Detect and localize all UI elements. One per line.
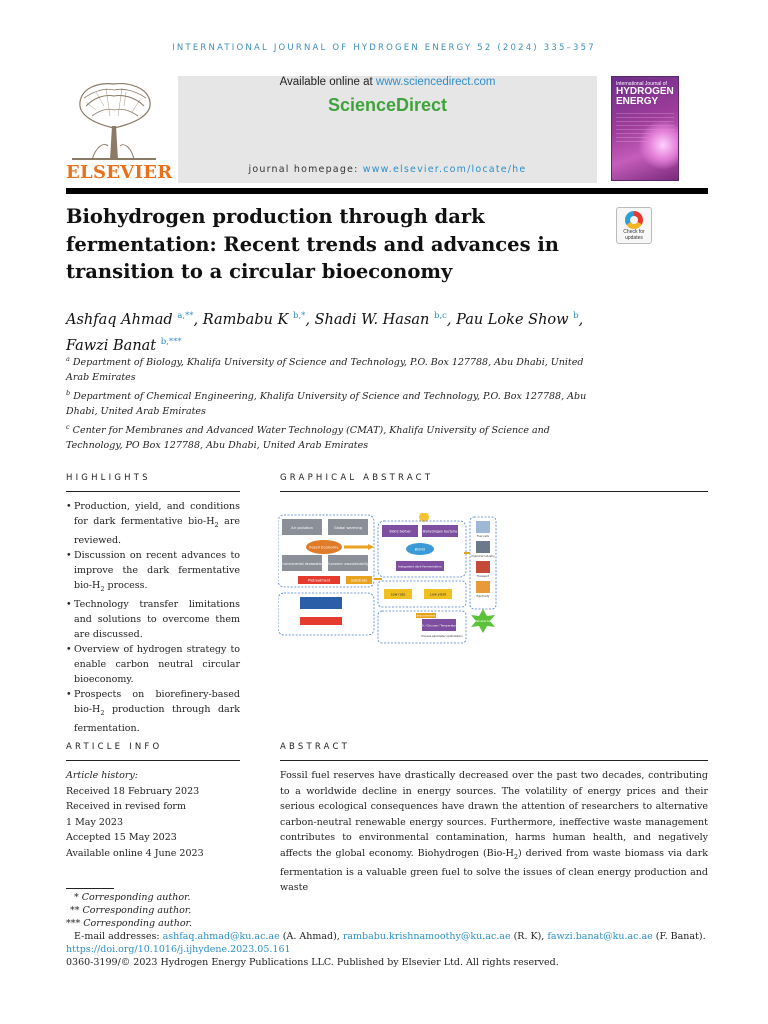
- footnotes: [66, 891, 716, 969]
- ga-label: Pretreatment: [307, 578, 331, 583]
- graphical-abstract-heading: GRAPHICAL ABSTRACT: [280, 473, 434, 483]
- author-affiliation-marker[interactable]: b: [573, 311, 579, 321]
- journal-homepage-link[interactable]: www.elsevier.com/locate/he: [362, 164, 527, 175]
- affiliation-text: Department of Chemical Engineering, Khalifa University of Science and Technology, P.O. Box 127788, Abu Dhabi, United Arab Emirates: [66, 391, 587, 417]
- author-list: Ashfaq Ahmad $^{a,**}$, Rambabu K $^{b,*}$, Shadi W. Hasan $^{b,c}$, Pau Loke Show $^b$, Fawzi Banat $^{b,***}$: [66, 311, 584, 354]
- highlight-item: [66, 642, 240, 687]
- sciencedirect-banner: [178, 76, 597, 183]
- highlight-text: production through dark fermentation.: [74, 703, 240, 734]
- highlight-text: Prospects on biorefinery-based bio-H: [74, 688, 240, 715]
- crossmark-label-2: updates: [625, 234, 643, 241]
- ga-label: pH / Glucose / Temperature: [419, 623, 459, 628]
- check-for-updates-button[interactable]: [616, 207, 652, 244]
- ga-label: BioH2: [414, 547, 426, 552]
- affiliation-item: [66, 386, 606, 419]
- copyright-line: 0360-3199/© 2023 Hydrogen Energy Publications LLC. Published by Elsevier Ltd. All rights reserved.: [66, 957, 559, 968]
- elsevier-wordmark: ELSEVIER: [66, 162, 173, 183]
- footnote-corresponding: *** Corresponding author.: [66, 918, 193, 929]
- history-line: Accepted 15 May 2023: [66, 832, 177, 843]
- author-name[interactable]: Fawzi Banat: [66, 338, 157, 354]
- ga-label: Substrate: [350, 578, 368, 583]
- abstract-part: Fossil fuel reserves have drastically decreased over the past two decades, contributing to a worldwide decline in energy sources. The volatility of energy prices and their serious ecological consequences have drawn the attention of researchers to alternative carbon-neutral renewable energy sources. Furthermore, ineffective waste management contributes to environmental contamination, harms human health, and negatively affects the global economy. Biohydrogen (Bio-H: [280, 770, 708, 859]
- journal-cover-image[interactable]: [611, 76, 679, 181]
- ga-label: Fuel cells: [477, 535, 489, 538]
- highlight-item: [66, 597, 240, 642]
- email-owner: (F. Banat).: [652, 931, 706, 942]
- cover-subtitle: International Journal of: [616, 81, 667, 87]
- abstract-part: ) derived from waste biomass via dark fermentation is a valuable green fuel to solve the issues of clean energy production and waste: [280, 847, 708, 894]
- article-info-heading: ARTICLE INFO: [66, 742, 163, 752]
- affiliation-marker: c: [66, 423, 70, 431]
- ga-label: Air pollution: [291, 526, 313, 530]
- journal-homepage-label: journal homepage:: [248, 164, 363, 175]
- doi-link[interactable]: https://doi.org/10.1016/j.ijhydene.2023.05.161: [66, 944, 291, 955]
- cover-title-line2: ENERGY: [616, 96, 659, 107]
- abstract-rule: [280, 760, 708, 761]
- author-affiliation-marker[interactable]: a,**: [177, 311, 194, 321]
- abstract-heading: ABSTRACT: [280, 742, 351, 752]
- ga-label: Transport: [476, 575, 490, 578]
- masthead: [66, 76, 706, 183]
- cover-glow: [638, 120, 679, 170]
- highlight-text: are reviewed.: [74, 516, 240, 546]
- highlight-text: Overview of hydrogen strategy to enable carbon neutral circular bioeconomy.: [74, 643, 240, 685]
- author-affiliation-marker[interactable]: b,***: [160, 337, 182, 347]
- highlight-text: Production, yield, and conditions for dark fermentative bio-H: [74, 501, 240, 527]
- history-line: Received in revised form: [66, 801, 186, 812]
- highlights-heading: HIGHLIGHTS: [66, 473, 151, 483]
- journal-citation-line: INTERNATIONAL JOURNAL OF HYDROGEN ENERGY 52 (2024) 335–357: [172, 43, 596, 53]
- affiliation-text: Center for Membranes and Advanced Water Technology (CMAT), Khalifa University of Science and Technology, PO Box 127788, Abu Dhabi, United Arab Emirates: [66, 425, 550, 451]
- email-owner: (R. K),: [510, 931, 548, 942]
- highlight-text: Discussion on recent advances to improve the dark fermentative bio-H: [74, 549, 240, 591]
- journal-homepage-text: [178, 164, 597, 175]
- email-link[interactable]: fawzi.banat@ku.ac.ae: [547, 931, 653, 942]
- abstract-text: [280, 768, 708, 896]
- crossmark-label-1: Check for: [623, 229, 645, 235]
- ga-label: Low yield: [430, 592, 446, 597]
- affiliation-text: Department of Biology, Khalifa University of Science and Technology, P.O. Box 127788, Abu Dhabi, United Arab Emirates: [66, 357, 584, 383]
- sciencedirect-link[interactable]: www.sciencedirect.com: [375, 76, 496, 88]
- footnote-rule: [66, 888, 114, 889]
- footnote-emails: [66, 930, 716, 943]
- email-link[interactable]: rambabu.krishnamoothy@ku.ac.ae: [342, 931, 511, 942]
- author-name[interactable]: Shadi W. Hasan: [314, 312, 430, 328]
- highlights-rule: [66, 491, 240, 492]
- article-history: [66, 768, 266, 861]
- affiliation-marker: b: [66, 389, 71, 397]
- highlight-text: process.: [104, 579, 148, 591]
- cover-title-line1: HYDROGEN: [616, 86, 674, 97]
- subscript: 2: [100, 708, 105, 717]
- subscript: 2: [214, 520, 219, 529]
- highlight-item: [66, 687, 240, 736]
- subscript: 2: [100, 584, 105, 593]
- history-line: 1 May 2023: [66, 816, 124, 828]
- history-line: Received 18 February 2023: [66, 785, 200, 797]
- available-online-label: Available online at: [279, 76, 376, 88]
- article-title: Biohydrogen production through dark fermentation: Recent trends and advances in transition to a circular bioeconomy: [66, 205, 559, 283]
- highlight-item: [66, 548, 240, 597]
- affiliation-marker: a: [66, 355, 70, 363]
- available-online-text: [178, 76, 597, 88]
- ga-label: Global warming: [333, 526, 363, 530]
- affiliations: [66, 352, 606, 454]
- highlight-text: Technology transfer limitations and solutions to overcome them are discussed.: [74, 598, 240, 640]
- author-name[interactable]: Ashfaq Ahmad: [66, 312, 173, 328]
- subscript: 2: [513, 852, 519, 861]
- highlight-item: [66, 499, 240, 548]
- email-owner: (A. Ahmad),: [279, 931, 343, 942]
- ga-label: Fossil Economy: [309, 544, 339, 550]
- ga-label: Environmental devastation: [280, 562, 324, 566]
- ga-label: Integrated dark fermentation: [398, 564, 442, 569]
- masthead-divider: [66, 188, 708, 194]
- email-label: E-mail addresses:: [74, 931, 163, 942]
- ga-label: Chemical industry: [471, 555, 495, 558]
- ga-label: Bioh2 biofuel: [389, 529, 411, 534]
- footnote-corresponding: * Corresponding author.: [74, 892, 191, 903]
- ga-label: Improvement: [416, 613, 436, 618]
- ga-label: Process parameter optimization: [421, 635, 463, 638]
- author-affiliation-marker[interactable]: b,*: [293, 311, 306, 321]
- elsevier-logo[interactable]: [66, 76, 173, 183]
- ga-label: Economic unsustainability: [327, 562, 369, 566]
- article-info-rule: [66, 760, 240, 761]
- ga-label: Low rate: [390, 592, 406, 597]
- author-affiliation-marker[interactable]: b,c: [433, 311, 447, 321]
- author-name[interactable]: Rambabu K: [202, 312, 289, 328]
- elsevier-tree-icon: [66, 76, 162, 162]
- highlights-list: [66, 499, 240, 736]
- graphical-abstract-figure[interactable]: [278, 513, 508, 645]
- history-line: Available online 4 June 2023: [66, 847, 204, 859]
- author-name[interactable]: Pau Loke Show: [456, 312, 569, 328]
- footnote-corresponding: ** Corresponding author.: [70, 905, 192, 916]
- email-link[interactable]: ashfaq.ahmad@ku.ac.ae: [162, 931, 280, 942]
- ga-label: Electricity: [476, 595, 490, 598]
- affiliation-item: [66, 420, 606, 453]
- affiliation-item: [66, 352, 606, 385]
- crossmark-icon: [625, 211, 643, 229]
- article-history-label: Article history:: [66, 770, 138, 781]
- graphical-abstract-rule: [280, 491, 708, 492]
- sciencedirect-logo[interactable]: ScienceDirect: [327, 95, 448, 115]
- ga-label: Sustainable future: [471, 620, 495, 623]
- ga-label: Biohydrogen bacteria: [422, 529, 458, 534]
